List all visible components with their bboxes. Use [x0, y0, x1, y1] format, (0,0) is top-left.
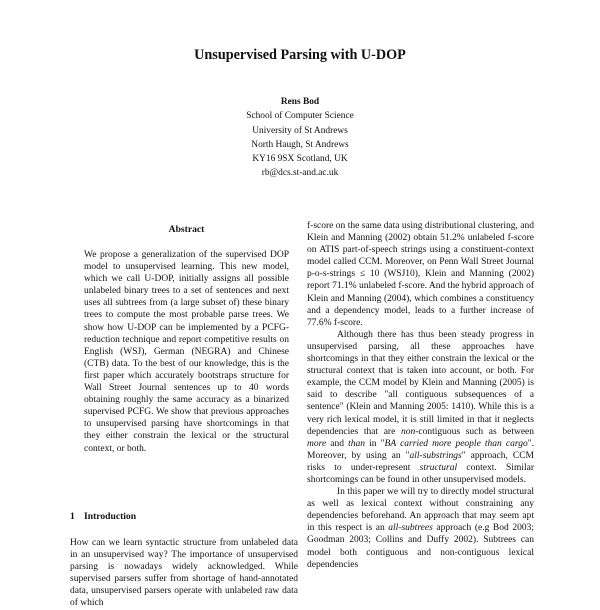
introduction-text: How can we learn syntactic structure from unlabeled data in an unsupervised way? The importance of unsupervised parsing is nowadays widely acknowledged. While supervised parsers suffer from shortage of hand-annotated data, unsupervised parsers operate with unlabeled raw data of which [70, 538, 298, 609]
abstract-heading: Abstract [168, 224, 205, 235]
right-column [307, 220, 534, 571]
section-heading-introduction [70, 511, 300, 522]
author-block [0, 95, 600, 181]
section-number: 1 [70, 511, 75, 522]
author-university: University of St Andrews [252, 125, 348, 136]
right-paragraph-3: In this paper we will try to directly model structural as well as lexical context without constraining any dependencies beforehand. An approach that may seem apt in this respect is an all-subtrees approach (e.g Bod 2003; Goodman 2003; Collins and Duffy 2002). Subtrees can model both contiguous and non-contiguous lexical dependencies [307, 487, 534, 570]
author-postal: KY16 9SX Scotland, UK [252, 154, 348, 165]
author-street: North Haugh, St Andrews [251, 139, 349, 150]
author-department: School of Computer Science [246, 111, 354, 122]
abstract-text: We propose a generalization of the supervised DOP model to unsupervised learning. This new model, which we call U-DOP, initially assigns all possible unlabeled binary trees to a set of sentences and next uses all subtrees from (a large subset of) these binary trees to compute the most probable parse trees. We show how U-DOP can be implemented by a PCFG-reduction technique and report competitive results on English (WSJ), German (NEGRA) and Chinese (CTB) data. To the best of our knowledge, this is the first paper which accurately bootstraps structure for Wall Street Journal sentences up to 40 words obtaining roughly the same accuracy as a binarized supervised PCFG. We show that previous approaches to unsupervised parsing have shortcomings in that they either constrain the lexical or the structural context, or both. [84, 250, 289, 454]
right-paragraph-2: Although there has thus been steady progress in unsupervised parsing, all these approaches have shortcomings in that they either constrain the lexical or the structural context that is taken into account, or both. For example, the CCM model by Klein and Manning (2005) is said to describe "all contiguous subsequences of a sentence" (Klein and Manning 2005: 1410). While this is a very rich lexical model, it is still limited in that it neglects dependencies that are non-contiguous such as between more and than in "BA carried more people than cargo". Moreover, by using an "all-substrings" approach, CCM risks to under-represent structural context. Similar shortcomings can be found in other unsupervised models. [307, 329, 535, 485]
author-email: rb@dcs.st-and.ac.uk [261, 168, 339, 179]
right-paragraph-1: f-score on the same data using distributional clustering, and Klein and Manning (2002) obtain 51.2% unlabeled f-score on ATIS part-of-speech strings using a constituent-context model called CCM. Moreover, on Penn Wall Street Journal p-o-s-strings ≤ 10 (WSJ10), Klein and Manning (2002) report 71.1% unlabeled f-score. And the hybrid approach of Klein and Manning (2004), which combines a constituency and a dependency model, leads to a further increase of 77.6% f-score. [307, 221, 534, 328]
section-title: Introduction [84, 511, 137, 522]
paper-title: Unsupervised Parsing with U-DOP [194, 47, 406, 63]
author-name: Rens Bod [280, 97, 320, 107]
